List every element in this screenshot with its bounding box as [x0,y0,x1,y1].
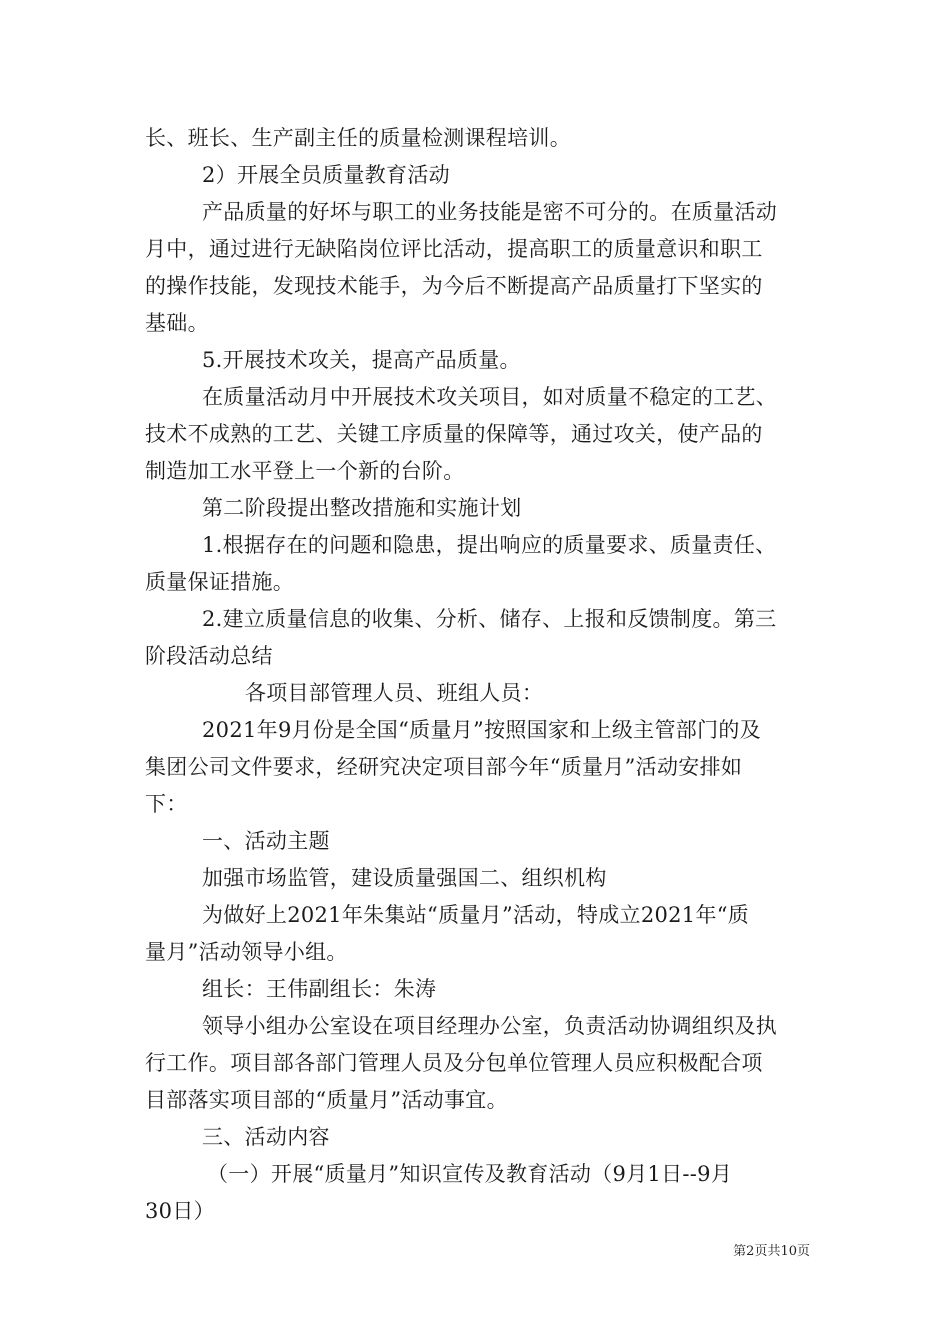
paragraph-line: 组长：王伟副组长：朱涛 [202,977,437,1001]
paragraph-line: 下： [145,792,188,816]
paragraph-line: 技术不成熟的工艺、关键工序质量的保障等，通过攻关，使产品的 [145,422,763,446]
section-heading: 第二阶段提出整改措施和实施计划 [202,496,522,520]
paragraph-line: 产品质量的好坏与职工的业务技能是密不可分的。在质量活动 [202,200,778,224]
paragraph-line: 集团公司文件要求，经研究决定项目部今年“质量月”活动安排如 [145,755,743,779]
paragraph-line: 5.开展技术攻关，提高产品质量。 [202,348,521,372]
paragraph-line: 目部落实项目部的“质量月”活动事宜。 [145,1088,508,1112]
paragraph-line: 1.根据存在的问题和隐患，提出响应的质量要求、质量责任、 [202,533,777,557]
salutation: 各项目部管理人员、班组人员： [245,681,544,705]
section-heading: 三、活动内容 [202,1125,330,1149]
document-body [145,120,810,1230]
paragraph-line: 质量保证措施。 [145,570,295,594]
paragraph-line: （一）开展“质量月”知识宣传及教育活动（9月1日--9月 [207,1162,733,1186]
paragraph-line: 30日） [145,1199,215,1223]
paragraph-line: 阶段活动总结 [145,644,273,668]
paragraph-line: 2.建立质量信息的收集、分析、储存、上报和反馈制度。第三 [202,607,777,631]
page-number-footer: 第2页共10页 [733,1244,810,1259]
paragraph-line: 基础。 [145,311,209,335]
paragraph-line: 领导小组办公室设在项目经理办公室，负责活动协调组织及执 [202,1014,778,1038]
paragraph-line: 量月”活动领导小组。 [145,940,348,964]
paragraph-line: 长、班长、生产副主任的质量检测课程培训。 [145,126,571,150]
paragraph-line: 行工作。项目部各部门管理人员及分包单位管理人员应积极配合项 [145,1051,763,1075]
paragraph-line: 为做好上2021年朱集站“质量月”活动，特成立2021年“质 [202,903,750,927]
section-heading: 一、活动主题 [202,829,330,853]
paragraph-line: 的操作技能，发现技术能手，为今后不断提高产品质量打下坚实的 [145,274,763,298]
paragraph-line: 制造加工水平登上一个新的台阶。 [145,459,465,483]
paragraph-line: 加强市场监管，建设质量强国二、组织机构 [202,866,607,890]
paragraph-line: 2021年9月份是全国“质量月”按照国家和上级主管部门的及 [202,718,761,742]
paragraph-line: 在质量活动月中开展技术攻关项目，如对质量不稳定的工艺、 [202,385,778,409]
paragraph-line: 月中，通过进行无缺陷岗位评比活动，提高职工的质量意识和职工 [145,237,763,261]
paragraph-line: 2）开展全员质量教育活动 [202,163,450,187]
